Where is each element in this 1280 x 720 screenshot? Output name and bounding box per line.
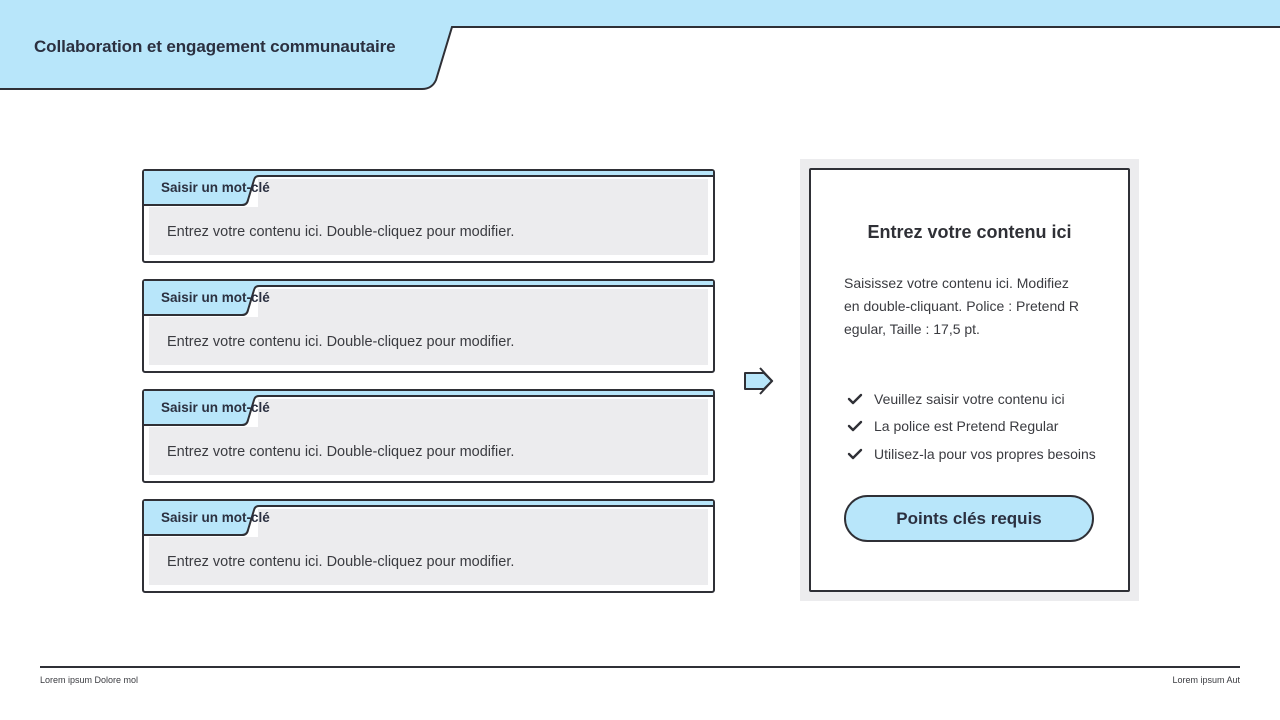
check-icon: [847, 391, 863, 407]
checklist-item-label: Veuillez saisir votre contenu ici: [874, 390, 1065, 407]
checklist-item: [847, 385, 1096, 413]
panel-title: Entrez votre contenu ici: [867, 222, 1072, 242]
checklist-item: [847, 413, 1096, 441]
key-points-button[interactable]: Points clés requis: [844, 495, 1094, 542]
card-keyword: Saisir un mot-clé: [161, 180, 270, 195]
footer-left-text: Lorem ipsum Dolore mol: [40, 675, 139, 685]
summary-panel: [809, 168, 1130, 592]
card-body-bg: [258, 289, 708, 319]
card-body-bg: [258, 179, 708, 209]
check-icon: [847, 418, 863, 434]
keyword-card[interactable]: [142, 499, 715, 593]
card-text: Entrez votre contenu ici. Double-cliquez pour modifier.: [167, 224, 515, 240]
keyword-card[interactable]: [142, 279, 715, 373]
keyword-card[interactable]: [142, 169, 715, 263]
checklist-item-label: Utilisez-la pour vos propres besoins: [874, 445, 1096, 462]
card-body-bg: [258, 399, 708, 429]
checklist-item-label: La police est Pretend Regular: [874, 418, 1059, 435]
footer-right-text: Lorem ipsum Aut: [1172, 675, 1240, 685]
card-keyword: Saisir un mot-clé: [161, 510, 270, 525]
keyword-card[interactable]: [142, 389, 715, 483]
card-text: Entrez votre contenu ici. Double-cliquez pour modifier.: [167, 444, 515, 460]
keyword-card-list: [142, 169, 715, 609]
card-text: Entrez votre contenu ici. Double-cliquez pour modifier.: [167, 554, 515, 570]
page-title: Collaboration et engagement communautaire: [34, 37, 396, 56]
check-icon: [847, 446, 863, 462]
card-keyword: Saisir un mot-clé: [161, 290, 270, 305]
card-body-bg: [258, 509, 708, 539]
checklist: [847, 385, 1096, 468]
arrow-right-icon: [743, 366, 775, 396]
checklist-item: [847, 440, 1096, 468]
footer-divider: [40, 666, 1240, 668]
card-keyword: Saisir un mot-clé: [161, 400, 270, 415]
panel-description: Saisissez votre contenu ici. Modifiez en double-cliquant. Police : Pretend Regular, Taille : 17,5 pt.: [844, 275, 1080, 337]
card-text: Entrez votre contenu ici. Double-cliquez pour modifier.: [167, 334, 515, 350]
